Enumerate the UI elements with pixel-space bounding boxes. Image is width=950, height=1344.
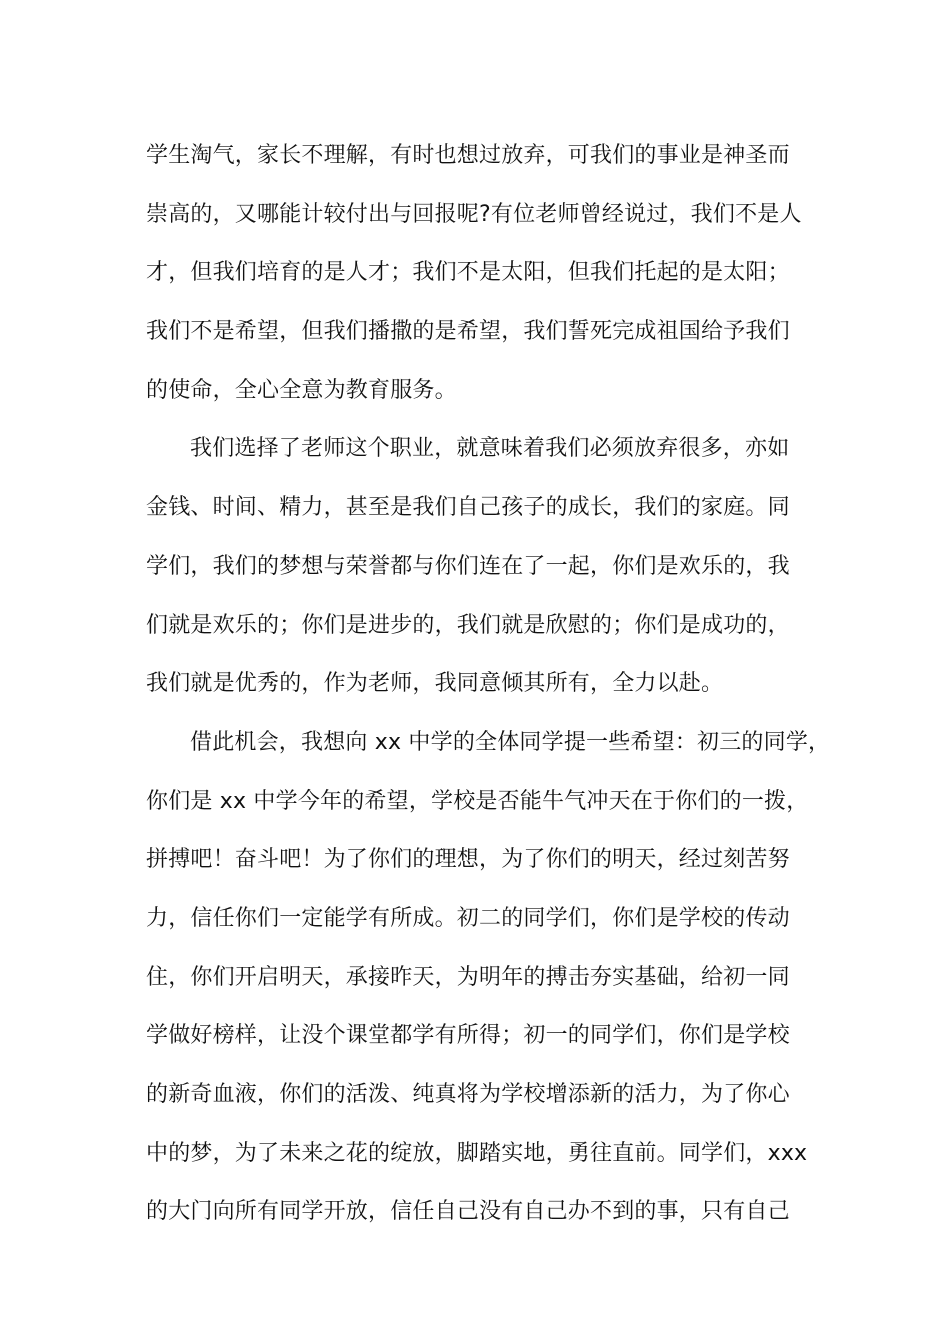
text-line: 的使命，全心全意为教育服务。 bbox=[146, 377, 457, 403]
text-line: 力，信任你们一定能学有所成。初二的同学们，你们是学校的传动 bbox=[146, 905, 790, 931]
text-line: 学生淘气，家长不理解，有时也想过放弃，可我们的事业是神圣而 bbox=[146, 143, 790, 168]
text-line: 住，你们开启明天，承接昨天，为明年的搏击夯实基础，给初一同 bbox=[146, 964, 790, 990]
paragraph-start-line: 借此机会，我想向 xx 中学的全体同学提一些希望：初三的同学， bbox=[190, 729, 831, 755]
text-line: 你们是 xx 中学今年的希望，学校是否能牛气冲天在于你们的一拨， bbox=[146, 788, 809, 814]
text-line: 学们，我们的梦想与荣誉都与你们连在了一起，你们是欢乐的，我 bbox=[146, 553, 790, 579]
text-line: 才，但我们培育的是人才；我们不是太阳，但我们托起的是太阳； bbox=[146, 260, 790, 286]
text-line: 拼搏吧！奋斗吧！为了你们的理想，为了你们的明天，经过刻苦努 bbox=[146, 847, 790, 873]
text-line: 我们就是优秀的，作为老师，我同意倾其所有，全力以赴。 bbox=[146, 671, 724, 697]
text-line: 金钱、时间、精力，甚至是我们自己孩子的成长，我们的家庭。同 bbox=[146, 495, 790, 521]
text-line: 的大门向所有同学开放，信任自己没有自己办不到的事，只有自己 bbox=[146, 1199, 790, 1225]
body-text bbox=[146, 127, 831, 1242]
text-line: 的新奇血液，你们的活泼、纯真将为学校增添新的活力，为了你心 bbox=[146, 1082, 790, 1107]
text-line: 崇高的，又哪能计较付出与回报呢?有位老师曾经说过，我们不是人 bbox=[146, 201, 802, 227]
text-line: 学做好榜样，让没个课堂都学有所得；初一的同学们，你们是学校 bbox=[146, 1023, 790, 1049]
text-line: 们就是欢乐的；你们是进步的，我们就是欣慰的；你们是成功的， bbox=[146, 612, 790, 638]
text-line: 中的梦，为了未来之花的绽放，脚踏实地，勇往直前。同学们，xxx bbox=[146, 1140, 808, 1166]
text-line: 我们不是希望，但我们播撒的是希望，我们誓死完成祖国给予我们 bbox=[146, 319, 790, 345]
paragraph-start-line: 我们选择了老师这个职业，就意味着我们必须放弃很多，亦如 bbox=[190, 436, 790, 462]
